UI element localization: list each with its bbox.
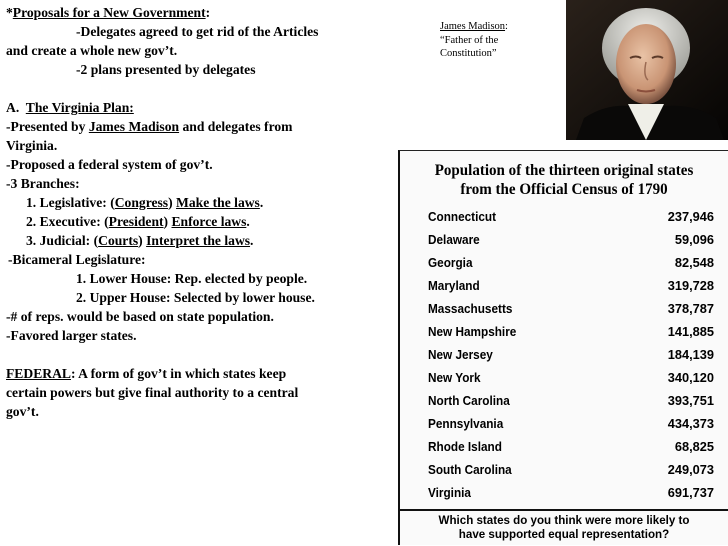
caption-name: James Madison	[440, 21, 506, 32]
state-name: New Jersey	[428, 347, 493, 362]
state-population: 59,096	[674, 232, 714, 247]
branch-label: 3. Judicial: (	[26, 233, 99, 248]
question-line: have supported equal representation?	[458, 527, 670, 541]
spacer	[6, 79, 396, 98]
state-population: 340,120	[667, 370, 714, 385]
census-row	[428, 343, 714, 366]
state-name: Delaware	[428, 232, 480, 247]
branch-label: 1. Legislative: (	[26, 195, 115, 210]
section-a-title: The Virginia Plan:	[25, 100, 134, 115]
state-name: New York	[428, 370, 481, 385]
notes-line: -Bicameral Legislature:	[8, 252, 146, 267]
portrait-illustration	[566, 0, 728, 140]
census-title-line: Population of the thirteen original states	[434, 162, 694, 179]
caption-colon: :	[505, 21, 508, 32]
caption-title: “Father of the	[440, 34, 499, 46]
census-question	[408, 513, 720, 541]
census-row	[428, 297, 714, 320]
census-row	[428, 274, 714, 297]
census-row	[428, 320, 714, 343]
caption-title: Constitution”	[440, 48, 497, 59]
state-population: 393,751	[667, 393, 714, 408]
notes-line: -Proposed a federal system of gov’t.	[6, 157, 213, 172]
census-row	[428, 251, 714, 274]
branch-end: .	[250, 233, 254, 248]
presented-suffix: and delegates from	[179, 119, 293, 134]
branch-executive	[6, 212, 396, 231]
state-name: North Carolina	[428, 393, 510, 408]
notes-line: -Delegates agreed to get rid of the Articles	[76, 24, 319, 39]
branch-role: Enforce laws	[171, 214, 247, 229]
branch-role: Make the laws	[176, 195, 260, 210]
census-rows	[428, 205, 714, 504]
branch-body: President	[108, 214, 164, 229]
notes-line: 2. Upper House: Selected by lower house.	[76, 290, 315, 305]
notes-line: Virginia.	[6, 138, 58, 153]
portrait-caption	[440, 20, 560, 61]
branch-sep: )	[168, 195, 177, 210]
madison-portrait	[566, 0, 728, 140]
branch-judicial	[6, 231, 396, 250]
state-population: 68,825	[674, 439, 714, 454]
census-title	[410, 161, 718, 199]
federal-definition	[6, 364, 396, 383]
federal-def: : A form of gov’t in which states keep	[70, 366, 287, 381]
branch-label: 2. Executive: (	[26, 214, 109, 229]
presented-prefix: -Presented by	[6, 119, 89, 134]
census-row	[428, 389, 714, 412]
state-name: New Hampshire	[428, 324, 517, 339]
census-row	[428, 412, 714, 435]
state-population: 141,885	[667, 324, 714, 339]
census-title-line: from the Official Census of 1790	[460, 181, 668, 198]
branch-body: Congress	[114, 195, 169, 210]
state-name: South Carolina	[428, 462, 512, 477]
state-population: 82,548	[674, 255, 714, 270]
branch-sep: )	[163, 214, 172, 229]
state-name: Maryland	[428, 278, 480, 293]
spacer	[6, 345, 396, 364]
state-population: 691,737	[667, 485, 714, 500]
federal-term: FEDERAL	[6, 366, 71, 381]
state-name: Virginia	[428, 485, 471, 500]
branch-sep: )	[138, 233, 147, 248]
census-row	[428, 435, 714, 458]
state-population: 378,787	[667, 301, 714, 316]
state-name: Pennsylvania	[428, 416, 504, 431]
heading-colon: :	[205, 5, 211, 20]
section-a-letter: A.	[6, 100, 26, 115]
state-population: 319,728	[667, 278, 714, 293]
branch-role: Interpret the laws	[146, 233, 251, 248]
notes-line: -Favored larger states.	[6, 328, 137, 343]
notes-panel	[6, 3, 396, 421]
branch-end: .	[246, 214, 250, 229]
notes-line: 1. Lower House: Rep. elected by people.	[76, 271, 308, 286]
notes-line: gov’t.	[6, 404, 39, 419]
heading-star: *	[6, 5, 13, 20]
state-name: Georgia	[428, 255, 473, 270]
notes-line: -2 plans presented by delegates	[76, 62, 256, 77]
branch-body: Courts	[98, 233, 139, 248]
divider	[400, 509, 728, 511]
madison-name: James Madison	[88, 119, 180, 134]
state-name: Rhode Island	[428, 439, 502, 454]
question-line: Which states do you think were more likely to	[438, 513, 690, 527]
census-row	[428, 481, 714, 504]
branch-end: .	[259, 195, 264, 210]
state-name: Massachusetts	[428, 301, 513, 316]
presented-line	[6, 117, 396, 136]
census-table	[398, 150, 728, 545]
section-a-heading	[6, 98, 396, 117]
heading-title: Proposals for a New Government	[12, 5, 206, 20]
state-population: 249,073	[667, 462, 714, 477]
state-population: 184,139	[667, 347, 714, 362]
state-name: Connecticut	[428, 209, 497, 224]
census-row	[428, 205, 714, 228]
branch-legislative	[6, 193, 396, 212]
census-row	[428, 458, 714, 481]
state-population: 434,373	[667, 416, 714, 431]
notes-line: -3 Branches:	[6, 176, 80, 191]
notes-heading	[6, 3, 396, 22]
state-population: 237,946	[667, 209, 714, 224]
notes-line: -# of reps. would be based on state population.	[6, 309, 274, 324]
census-row	[428, 366, 714, 389]
notes-line: certain powers but give final authority to a central	[6, 385, 299, 400]
census-row	[428, 228, 714, 251]
notes-line: and create a whole new gov’t.	[6, 43, 178, 58]
